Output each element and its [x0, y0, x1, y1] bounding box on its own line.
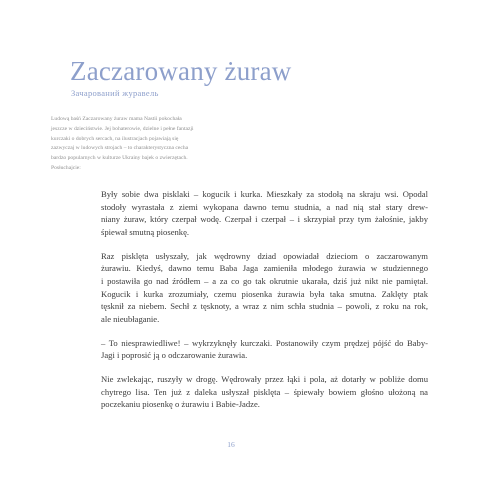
- text-line: Nie zwlekając, ruszyły w drogę. Wędrowały przez łąki i pola, aż dotarły w pobliże domu: [101, 374, 428, 385]
- intro-line: bardzo popularnych w kulturze Ukrainy bajek o zwierzętach.: [51, 155, 188, 162]
- story-paragraph: [101, 250, 428, 326]
- intro-line: Ludową baśń Zaczarowany żuraw mama Nastii pokochała: [51, 116, 182, 122]
- text-line: Były sobie dwa pisklaki – kogucik i kurka. Mieszkały za stodołą na skraju wsi. Opodal: [101, 189, 428, 199]
- text-line: śpiewał smutną piosenkę.: [101, 226, 190, 237]
- intro-line: jeszcze w dzieciństwie. Jej bohaterowie, dzielne i pełne fantazji: [51, 125, 194, 132]
- text-line: i postawiła go nad źródłem – a za co go tak okrutnie ukarała, dziś już nikt nie pamiętał.: [101, 275, 428, 286]
- story-body: [101, 188, 428, 422]
- text-line: chytrego lisa. Ten już z daleka usłyszał pisklęta – śpiewały bowiem głośno ułożoną na: [101, 386, 428, 397]
- text-line: niany żuraw, który czerpał wodę. Czerpał i czerpał – i skrzypiał przy tym żałośnie, jakby: [101, 214, 428, 225]
- text-line: – To niesprawiedliwe! – wykrzyknęły kurczaki. Postanowiły czym prędzej pójść do Baby-: [101, 337, 428, 348]
- story-paragraph: [101, 188, 428, 238]
- intro-note: [51, 115, 231, 174]
- text-line: Raz pisklęta usłyszały, jak wędrowny dziad opowiadał dzieciom o zaczarowanym: [101, 250, 428, 261]
- text-line: Jagi i poprosić ją o odczarowanie żurawia.: [101, 350, 248, 361]
- text-line: ale nieubłaganie.: [101, 313, 160, 324]
- story-title: Zaczarowany żuraw: [70, 56, 292, 86]
- text-line: Kogucik i kurka zrozumiały, czemu piosenka żurawia była taka smutna. Zaklęty ptak: [101, 288, 428, 299]
- text-line: tęsknił za niebem. Sechł z tęsknoty, a wraz z nim schła studnia – powoli, z roku na rok,: [101, 301, 428, 312]
- intro-line: zazwyczaj w ludowych strojach – to charakterystyczna cecha: [51, 145, 189, 152]
- story-subtitle-ukrainian: Зачарований журавель: [71, 88, 159, 98]
- intro-line: Posłuchajcie:: [51, 164, 81, 171]
- story-paragraph: [101, 337, 428, 362]
- text-line: żurawiu. Kiedyś, dawno temu Baba Jaga zamieniła młodego żurawia w studziennego: [101, 263, 428, 274]
- page-number: 16: [227, 440, 235, 449]
- intro-line: kurczaki o dobrych sercach, na ilustracjach pojawiają się: [51, 135, 179, 142]
- story-paragraph: [101, 373, 428, 411]
- text-line: stodoły wyrastała z ziemi wykopana dawno temu studnia, a nad nią stał stary drew-: [101, 201, 428, 212]
- text-line: poczekaniu piosenkę o żurawiu i Babie-Jadze.: [101, 399, 260, 410]
